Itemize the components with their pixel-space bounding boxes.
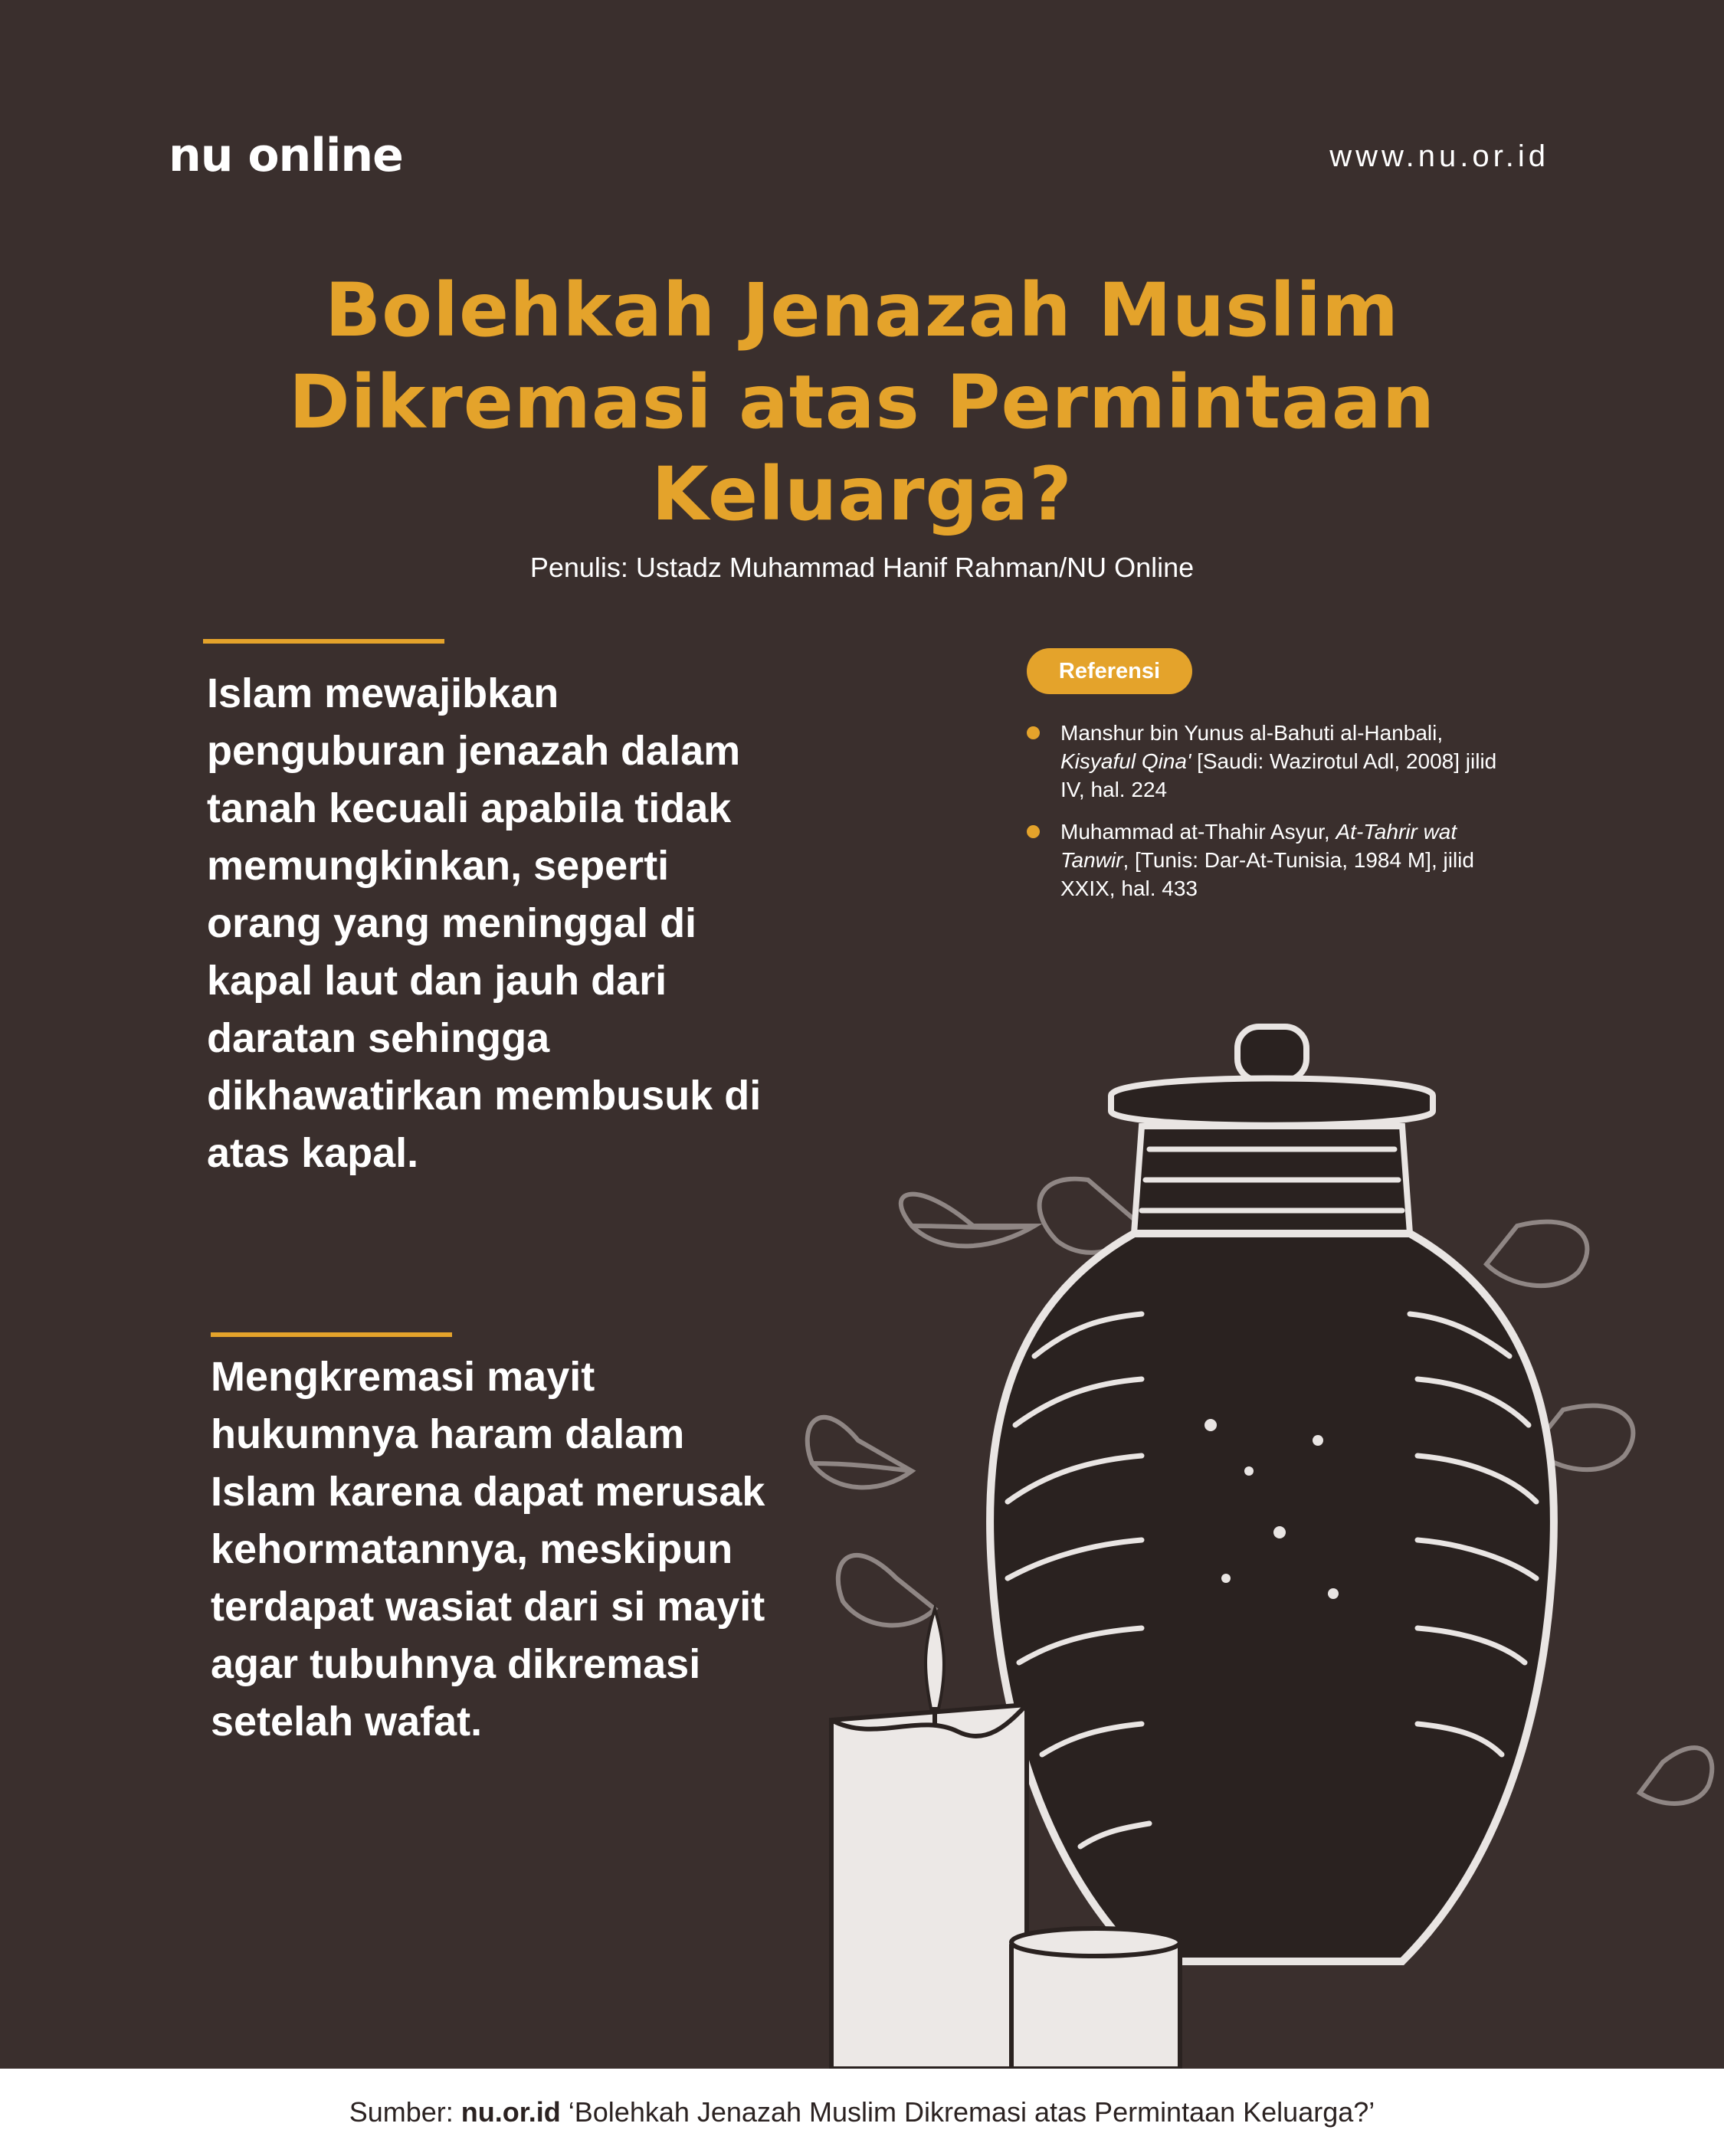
title-line-2: Dikremasi atas Permintaan: [288, 359, 1436, 445]
footer-source-link[interactable]: nu.or.id: [460, 2096, 561, 2128]
accent-divider: [203, 639, 444, 644]
bullet-dot-icon: [1027, 726, 1040, 739]
reference-text: Muhammad at-Thahir Asyur, At-Tahrir wat Tanwir, [Tunis: Dar-At-Tunisia, 1984 M], jilid XXIX, hal. 433: [1060, 820, 1474, 900]
site-url: www.nu.or.id: [1329, 139, 1549, 173]
author-credit: Penulis: Ustadz Muhammad Hanif Rahman/NU Online: [529, 552, 1195, 583]
title-line-1: Bolehkah Jenazah Muslim: [324, 267, 1400, 353]
title-line-3: Keluarga?: [651, 451, 1073, 537]
reference-item: [1027, 818, 1517, 903]
footer-prefix: Sumber:: [349, 2096, 461, 2128]
body-paragraph: Mengkremasi mayit hukumnya haram dalam Islam karena dapat merusak kehormatannya, meskipun terdapat wasiat dari si mayit agar tubuhnya dikremasi setelah wafat.: [211, 1354, 765, 1745]
reference-item: [1027, 719, 1517, 804]
references-badge: Referensi: [1027, 648, 1192, 694]
source-footer: [0, 2069, 1724, 2156]
accent-divider: [211, 1332, 452, 1337]
bullet-dot-icon: [1027, 825, 1040, 838]
nu-online-logo: [169, 129, 403, 182]
page-title: [192, 264, 1532, 540]
urn-candles-illustration: [782, 996, 1724, 2069]
urn-icon: [990, 1027, 1554, 1961]
footer-article-title: ‘Bolehkah Jenazah Muslim Dikremasi atas Permintaan Keluarga?’: [560, 2096, 1375, 2128]
reference-text: Manshur bin Yunus al-Bahuti al-Hanbali, Kisyaful Qina' [Saudi: Wazirotul Adl, 2008] jilid IV, hal. 224: [1060, 721, 1497, 801]
body-paragraph: Islam mewajibkan penguburan jenazah dalam tanah kecuali apabila tidak memungkinkan, seperti orang yang meninggal di kapal laut dan jauh dari daratan sehingga dikhawatirkan membusuk di atas kapal.: [207, 670, 762, 1176]
logo-text: nu online: [169, 129, 403, 182]
